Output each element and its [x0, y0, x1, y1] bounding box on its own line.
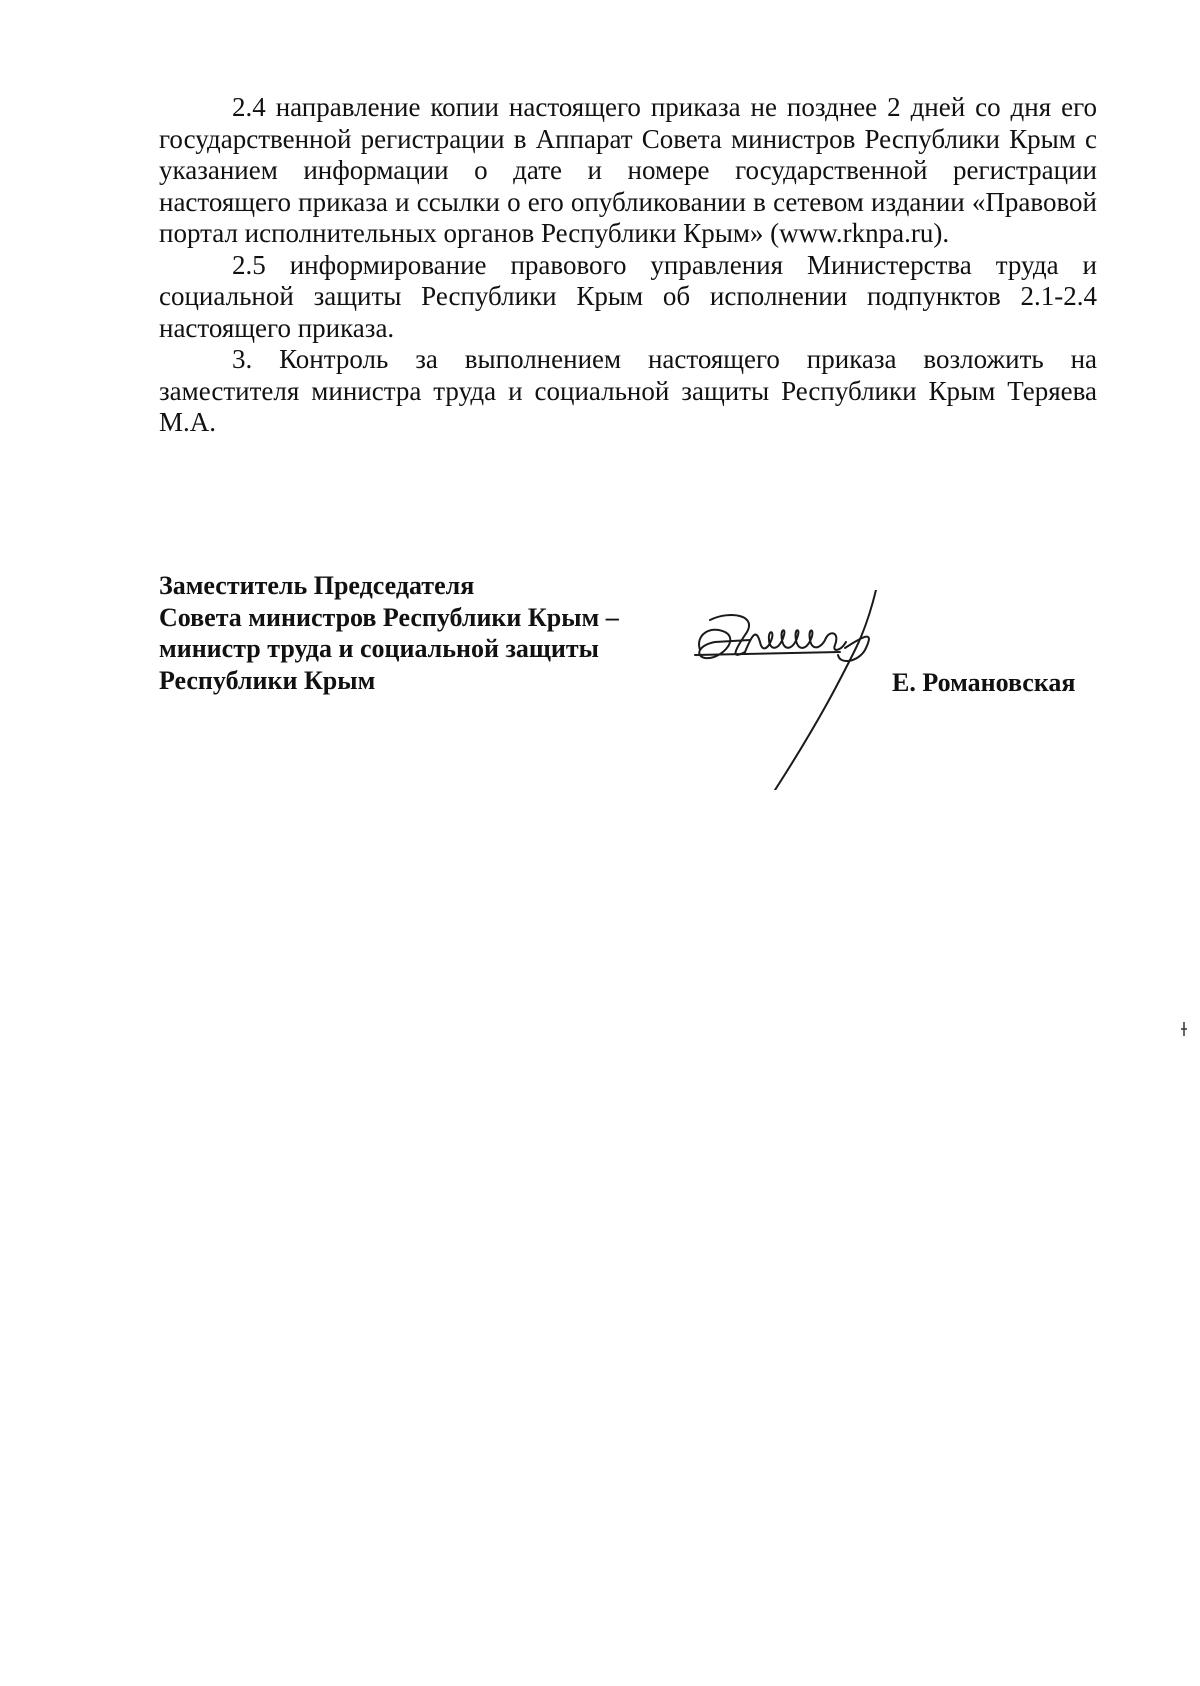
scan-artifact-mark — [1180, 1020, 1188, 1038]
paragraph-2-4: 2.4 направление копии настоящего приказа не позднее 2 дней со дня его государственной регистрации в Аппарат Совета министров Республики Крым с указанием информации о дате и номере государственной регистрации настоящего приказа и ссылки о его опубликовании в сетевом издании «Правовой портал исполнительных органов Республики Крым» (www.rknpa.ru). — [159, 92, 1097, 248]
paragraph-2-5: 2.5 информирование правового управления Министерства труда и социальной защиты Республики Крым об исполнении подпунктов 2.1-2.4 настоящего приказа. — [159, 249, 1097, 343]
signer-name: Е. Романовская — [892, 668, 1076, 697]
position-line: министр труда и социальной защиты — [159, 634, 599, 663]
paragraph-3: 3. Контроль за выполнением настоящего приказа возложить на заместителя министра труда и социальной защиты Республики Крым Теряева М.А. — [159, 344, 1097, 437]
position-line: Совета министров Республики Крым – — [159, 602, 619, 632]
position-line: Республики Крым — [159, 665, 376, 695]
position-line: Заместитель Председателя — [159, 571, 475, 600]
signatory-position — [159, 570, 619, 696]
document-body — [159, 92, 1097, 439]
